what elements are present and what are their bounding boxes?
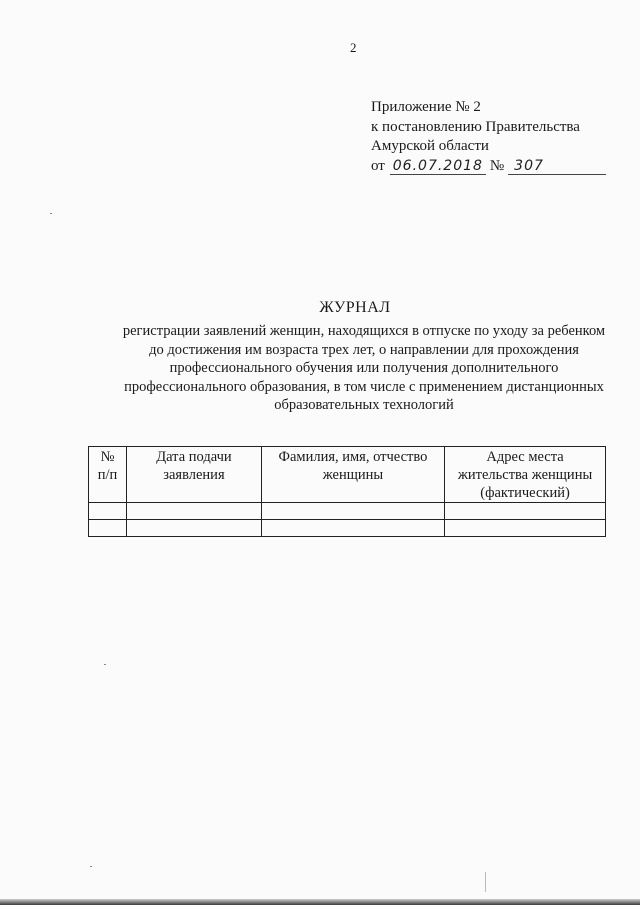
scan-speck bbox=[485, 872, 486, 892]
header-address: Адрес места жительства женщины (фактический) bbox=[445, 447, 606, 503]
header-full-name: Фамилия, имя, отчество женщины bbox=[261, 447, 444, 503]
number-label: № bbox=[489, 157, 505, 174]
table-cell bbox=[89, 503, 127, 520]
table-cell bbox=[261, 503, 444, 520]
appendix-block bbox=[371, 98, 611, 176]
table-header-row bbox=[89, 447, 606, 503]
appendix-date-line bbox=[371, 157, 611, 177]
subtitle-line: образовательных технологий bbox=[274, 397, 454, 413]
ot-label: от bbox=[371, 157, 385, 174]
header-number: № п/п bbox=[89, 447, 127, 503]
scan-speck bbox=[50, 213, 52, 214]
header-application-date: Дата подачи заявления bbox=[127, 447, 262, 503]
subtitle-line: профессионального образования, в том числе с применением дистанционных bbox=[124, 378, 604, 395]
appendix-line-1: Приложение № 2 bbox=[371, 99, 481, 115]
journal-title: ЖУРНАЛ bbox=[319, 299, 391, 316]
scan-edge bbox=[0, 899, 640, 905]
table-cell bbox=[261, 520, 444, 537]
handwritten-date: 06.07.2018 bbox=[390, 158, 486, 175]
handwritten-number: 307 bbox=[508, 158, 606, 175]
journal-table bbox=[88, 446, 606, 537]
appendix-line-3: Амурской области bbox=[371, 138, 489, 154]
subtitle-line: профессионального обучения или получения дополнительного bbox=[169, 360, 559, 376]
appendix-line-2: к постановлению Правительства bbox=[371, 118, 580, 135]
page-number: 2 bbox=[350, 40, 357, 55]
scan-speck bbox=[90, 866, 92, 867]
table-cell bbox=[89, 520, 127, 537]
table-cell bbox=[127, 503, 262, 520]
table-cell bbox=[445, 520, 606, 537]
table-row bbox=[89, 520, 606, 537]
table-cell bbox=[127, 520, 262, 537]
table-row bbox=[89, 503, 606, 520]
scan-speck bbox=[104, 664, 106, 665]
table-cell bbox=[445, 503, 606, 520]
subtitle-line: регистрации заявлений женщин, находящихся в отпуске по уходу за ребенком bbox=[122, 323, 606, 339]
subtitle-line: до достижения им возраста трех лет, о направлении для прохождения bbox=[149, 341, 579, 358]
journal-subtitle bbox=[94, 322, 634, 415]
